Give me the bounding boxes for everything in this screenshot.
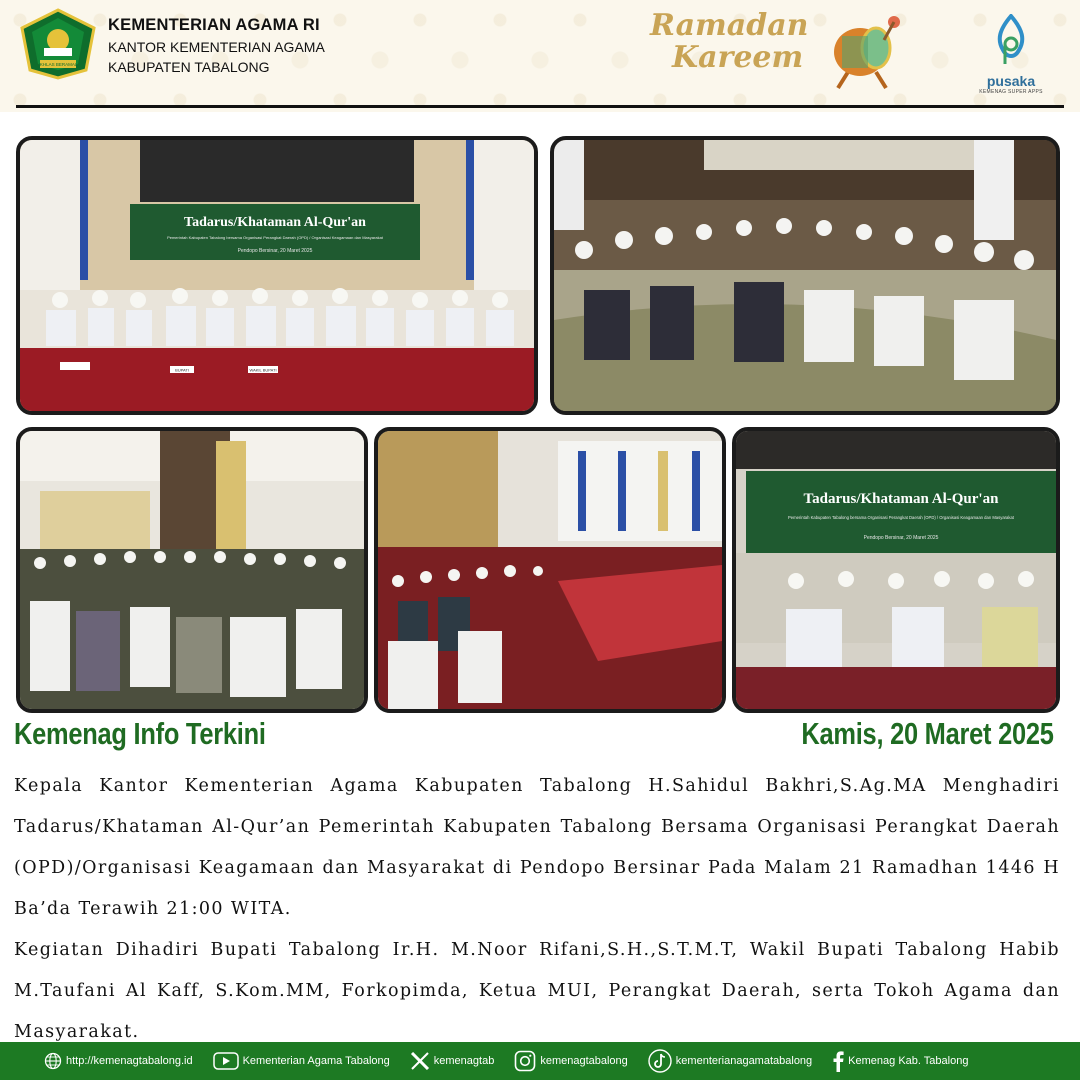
- footer-facebook-text: Kemenag Kab. Tabalong: [848, 1055, 969, 1067]
- tiktok-icon: [648, 1049, 672, 1073]
- photo-hall-left: [16, 427, 368, 713]
- article-body: [14, 766, 1060, 1053]
- pusaka-name: pusaka: [986, 73, 1036, 89]
- banner-title: Tadarus/Khataman Al-Qur'an: [184, 215, 366, 230]
- footer-facebook-link[interactable]: [832, 1050, 968, 1072]
- section-label: Kemenag Info Terkini: [14, 716, 266, 751]
- bedug-drum-icon: [818, 10, 908, 90]
- org-name: KEMENTERIAN AGAMA RI: [108, 16, 320, 34]
- facebook-icon: [832, 1050, 844, 1072]
- photo-stage-banner: [16, 136, 538, 415]
- svg-text:IKHLAS BERAMAL: IKHLAS BERAMAL: [38, 62, 78, 67]
- photo-hall-carpet: [374, 427, 726, 713]
- footer-instagram-text: kemenagtabalong: [540, 1055, 628, 1067]
- youtube-icon: [213, 1052, 239, 1070]
- x-icon: [410, 1052, 430, 1070]
- instagram-icon: [514, 1050, 536, 1072]
- organization-name-block: [108, 16, 325, 75]
- org-regency: KABUPATEN TABALONG: [108, 59, 270, 75]
- article-paragraph-1: Kepala Kantor Kementerian Agama Kabupaten Tabalong H.Sahidul Bakhri,S.Ag.MA Menghadiri Tadarus/Khataman Al-Qur’an Pemerintah Kabupaten Tabalong Bersama Organisasi Perangkat Daerah (OPD)/Organisasi Keagamaan dan Masyarakat di Pendopo Bersinar Pada Malam 21 Ramadhan 1446 H Ba’da Terawih 21:00 WITA.: [14, 776, 1060, 919]
- photo-hall-reading: [550, 136, 1060, 415]
- footer-instagram-link[interactable]: [514, 1050, 627, 1072]
- header-divider: [16, 105, 1064, 108]
- kareem-word: Kareem: [672, 40, 804, 75]
- footer-website-text: http://kemenagtabalong.id: [66, 1055, 193, 1067]
- article-paragraph-2: Kegiatan Dihadiri Bupati Tabalong Ir.H. M.Noor Rifani,S.H.,S.T.M.T, Wakil Bupati Tabalong Habib M.Taufani Al Kaff, S.Kom.MM, Forkopimda, Ketua MUI, Perangkat Daerah, serta Tokoh Agama dan Masyarakat.: [14, 940, 1060, 1042]
- name-card: [60, 362, 90, 370]
- footer-youtube-text: Kementerian Agama Tabalong: [242, 1055, 390, 1067]
- footer-youtube-link[interactable]: [213, 1052, 390, 1070]
- name-card-wakil-bupati: WAKIL BUPATI: [249, 367, 277, 373]
- banner-title-close: Tadarus/Khataman Al-Qur'an: [803, 491, 999, 507]
- ramadan-word: Ramadan: [650, 8, 809, 43]
- post-date: Kamis, 20 Maret 2025: [801, 716, 1054, 751]
- banner-place-close: Pendopo Bersinar, 20 Maret 2025: [863, 535, 939, 541]
- kemenag-logo: [18, 8, 98, 80]
- banner-subtitle-close: Pemerintah Kabupaten Tabalong bersama Organisasi Perangkat Daerah (OPD) / Organisasi Keagamaan dan Masyarakat: [788, 515, 1014, 520]
- footer-tiktok-link[interactable]: [648, 1049, 812, 1073]
- org-office: KANTOR KEMENTERIAN AGAMA: [108, 39, 325, 55]
- footer-website-link[interactable]: [44, 1052, 193, 1070]
- photo-banner-close: [732, 427, 1060, 713]
- banner-place: Pendopo Bersinar, 20 Maret 2025: [237, 248, 313, 254]
- header: [0, 0, 1080, 112]
- pusaka-app-logo: [976, 14, 1046, 94]
- pusaka-icon: [991, 14, 1031, 66]
- globe-icon: [44, 1052, 62, 1070]
- footer-x-link[interactable]: [410, 1052, 495, 1070]
- name-card-bupati: BUPATI: [175, 367, 189, 373]
- banner-subtitle: Pemerintah Kabupaten Tabalong bersama Organisasi Perangkat Daerah (OPD) / Organisasi Keagamaan dan Masyarakat: [167, 235, 383, 240]
- footer-tiktok-text: kementerianagamatabalong: [675, 1055, 813, 1067]
- pusaka-tagline: KEMENAG SUPER APPS: [979, 89, 1043, 95]
- ramadan-kareem-logo: [650, 10, 815, 90]
- footer-social-bar: [0, 1042, 1080, 1080]
- footer-x-text: kemenagtab: [433, 1055, 495, 1067]
